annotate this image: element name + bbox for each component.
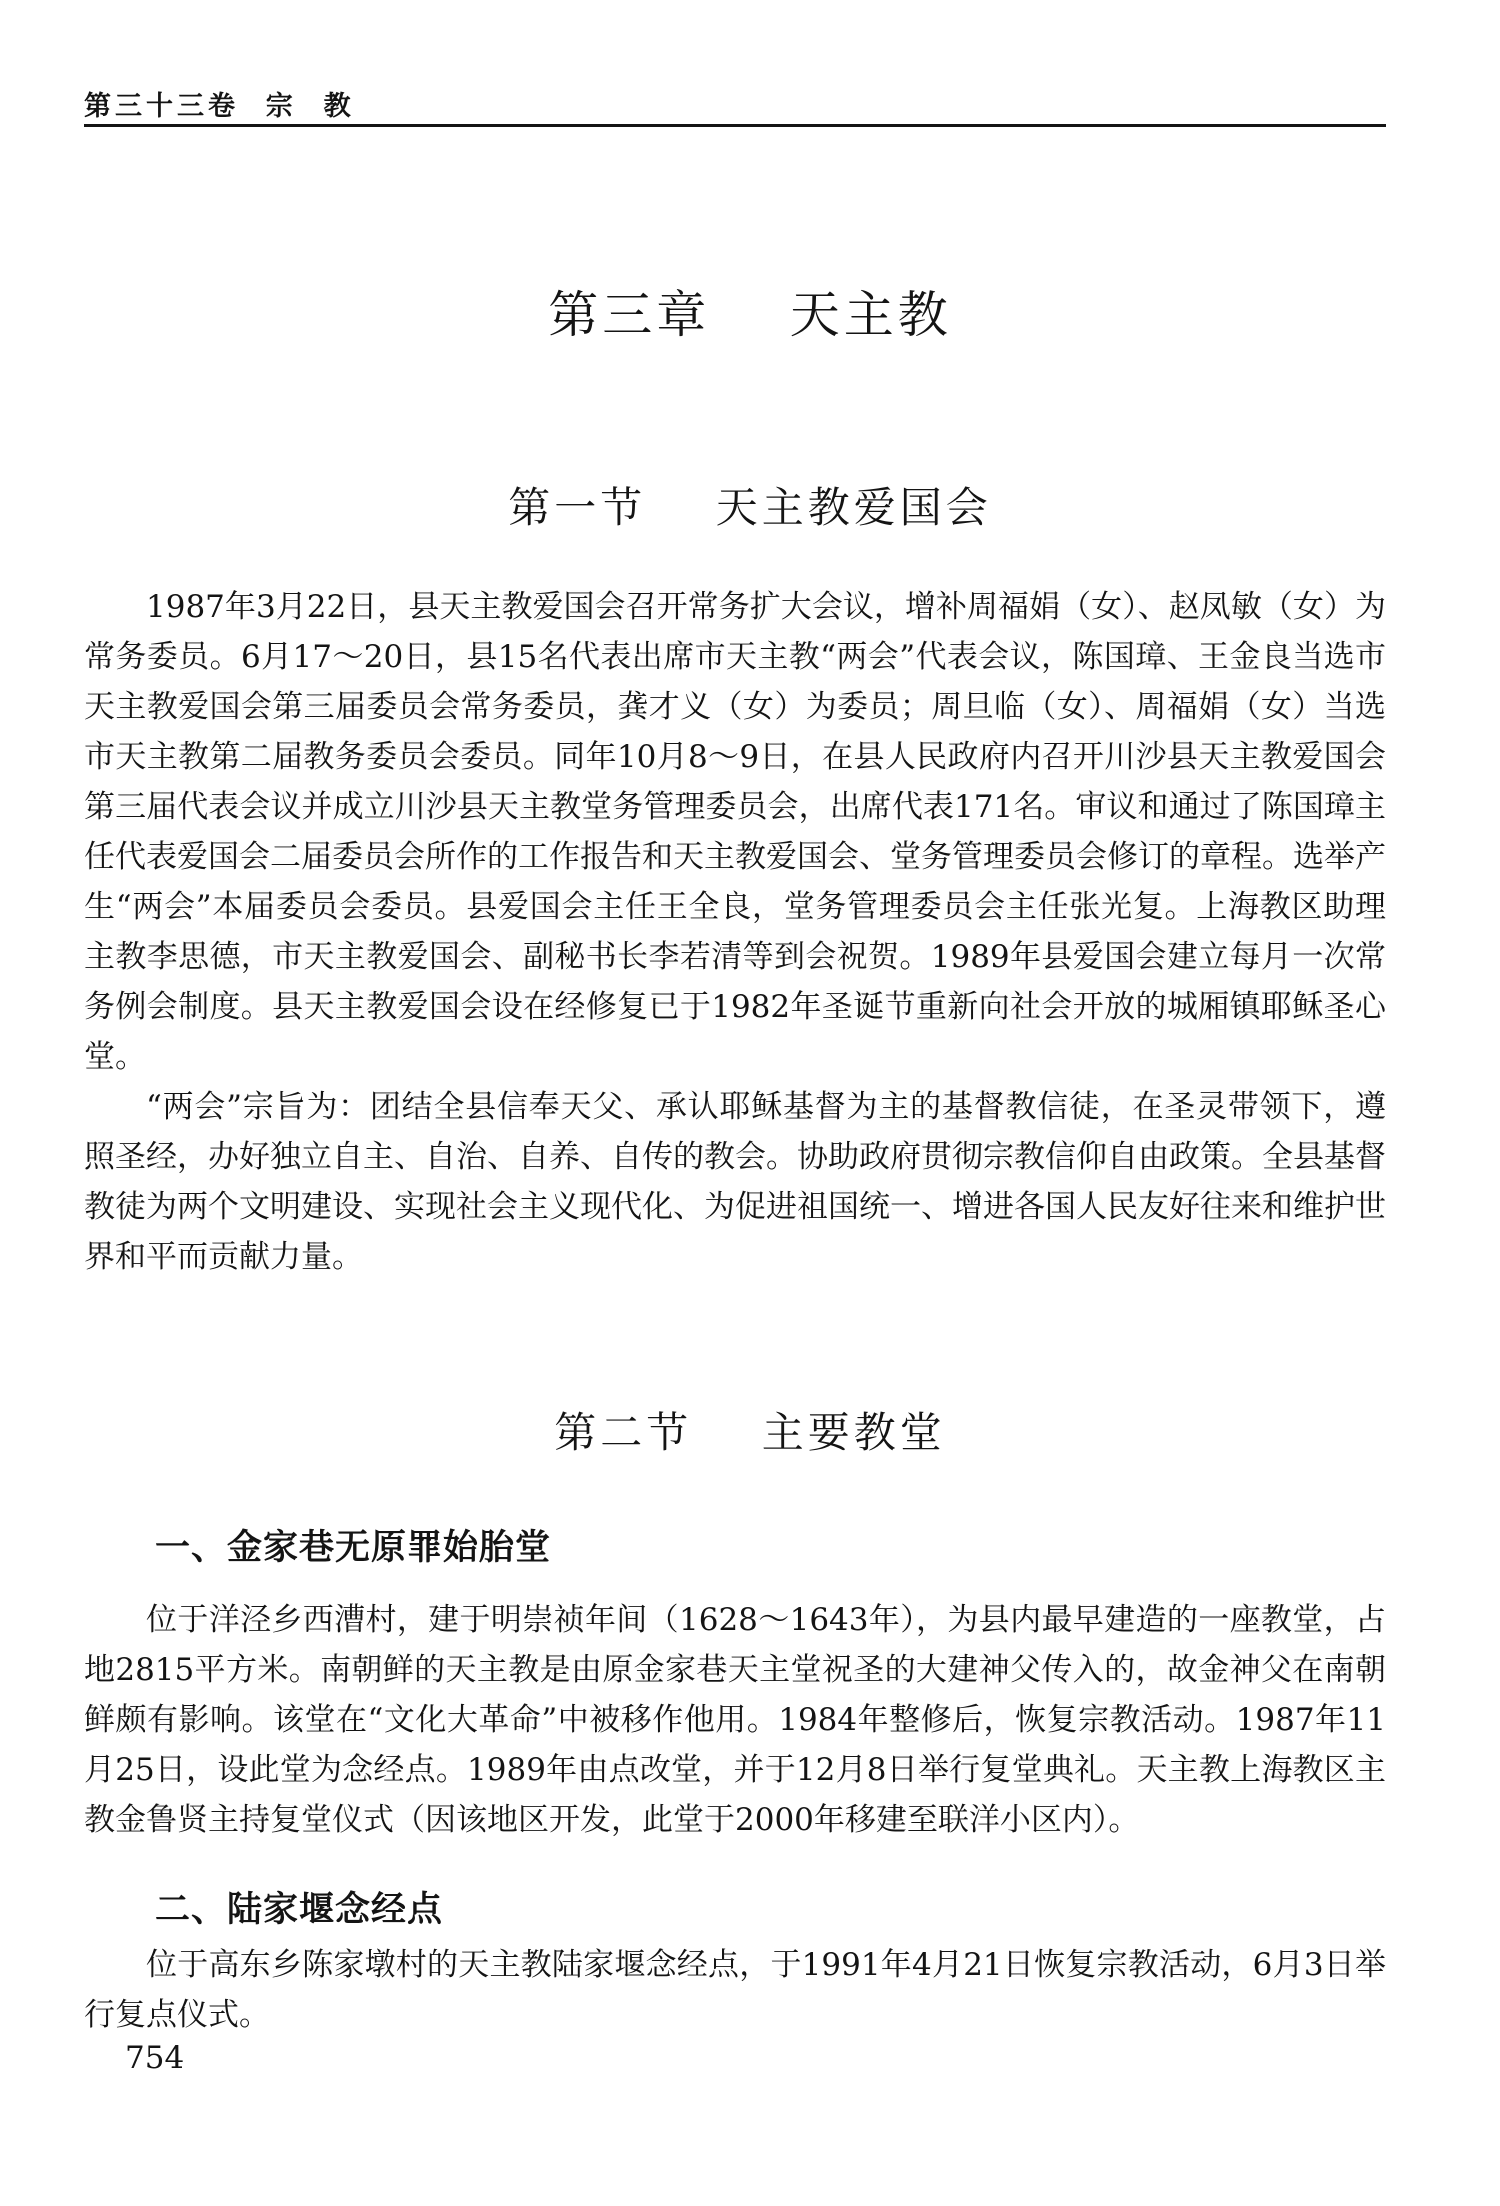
running-head: 第三十三卷 宗 教 (84, 91, 355, 122)
page-number: 754 (125, 2040, 185, 2076)
subsection-body-jinjiaxiang-church (84, 1595, 1386, 1845)
section-title-main-churches: 第二节 主要教堂 (554, 1408, 946, 1457)
paragraph: 位于洋泾乡西漕村，建于明崇祯年间（1628～1643年），为县内最早建造的一座教堂，占地2815平方米。南朝鲜的天主教是由原金家巷天主堂祝圣的大建神父传入的，故金神父在南朝鲜颇有影响。该堂在“文化大革命”中被移作他用。1984年整修后，恢复宗教活动。1987年11月25日，设此堂为念经点。1989年由点改堂，并于12月8日举行复堂典礼。天主教上海教区主教金鲁贤主持复堂仪式（因该地区开发，此堂于2000年移建至联洋小区内）。 (84, 1602, 1386, 1838)
paragraph: 1987年3月22日，县天主教爱国会召开常务扩大会议，增补周福娟（女）、赵凤敏（女）为常务委员。6月17～20日，县15名代表出席市天主教“两会”代表会议，陈国璋、王金良当选市天主教爱国会第三届委员会常务委员，龚才义（女）为委员；周旦临（女）、周福娟（女）当选市天主教第二届教务委员会委员。同年10月8～9日，在县人民政府内召开川沙县天主教爱国会第三届代表会议并成立川沙县天主教堂务管理委员会，出席代表171名。审议和通过了陈国璋主任代表爱国会二届委员会所作的工作报告和天主教爱国会、堂务管理委员会修订的章程。选举产生“两会”本届委员会委员。县爱国会主任王全良，堂务管理委员会主任张光复。上海教区助理主教李思德，市天主教爱国会、副秘书长李若清等到会祝贺。1989年县爱国会建立每月一次常务例会制度。县天主教爱国会设在经修复已于1982年圣诞节重新向社会开放的城厢镇耶稣圣心堂。 (84, 589, 1386, 1075)
subsection-body-lujiayan-point (84, 1940, 1386, 2040)
chapter-title: 第三章 天主教 (548, 286, 952, 344)
section-body-patriotic-association (84, 582, 1386, 1282)
header-rule (84, 124, 1386, 127)
section-title-patriotic-association: 第一节 天主教爱国会 (508, 483, 992, 532)
paragraph: 位于高东乡陈家墩村的天主教陆家堰念经点，于1991年4月21日恢复宗教活动，6月3日举行复点仪式。 (84, 1947, 1386, 2033)
subsection-heading-lujiayan-point: 二、陆家堰念经点 (155, 1890, 444, 1930)
paragraph: “两会”宗旨为：团结全县信奉天父、承认耶稣基督为主的基督教信徒，在圣灵带领下，遵照圣经，办好独立自主、自治、自养、自传的教会。协助政府贯彻宗教信仰自由政策。全县基督教徒为两个文明建设、实现社会主义现代化、为促进祖国统一、增进各国人民友好往来和维护世界和平而贡献力量。 (84, 1089, 1386, 1275)
subsection-heading-jinjiaxiang-church: 一、金家巷无原罪始胎堂 (155, 1528, 552, 1568)
